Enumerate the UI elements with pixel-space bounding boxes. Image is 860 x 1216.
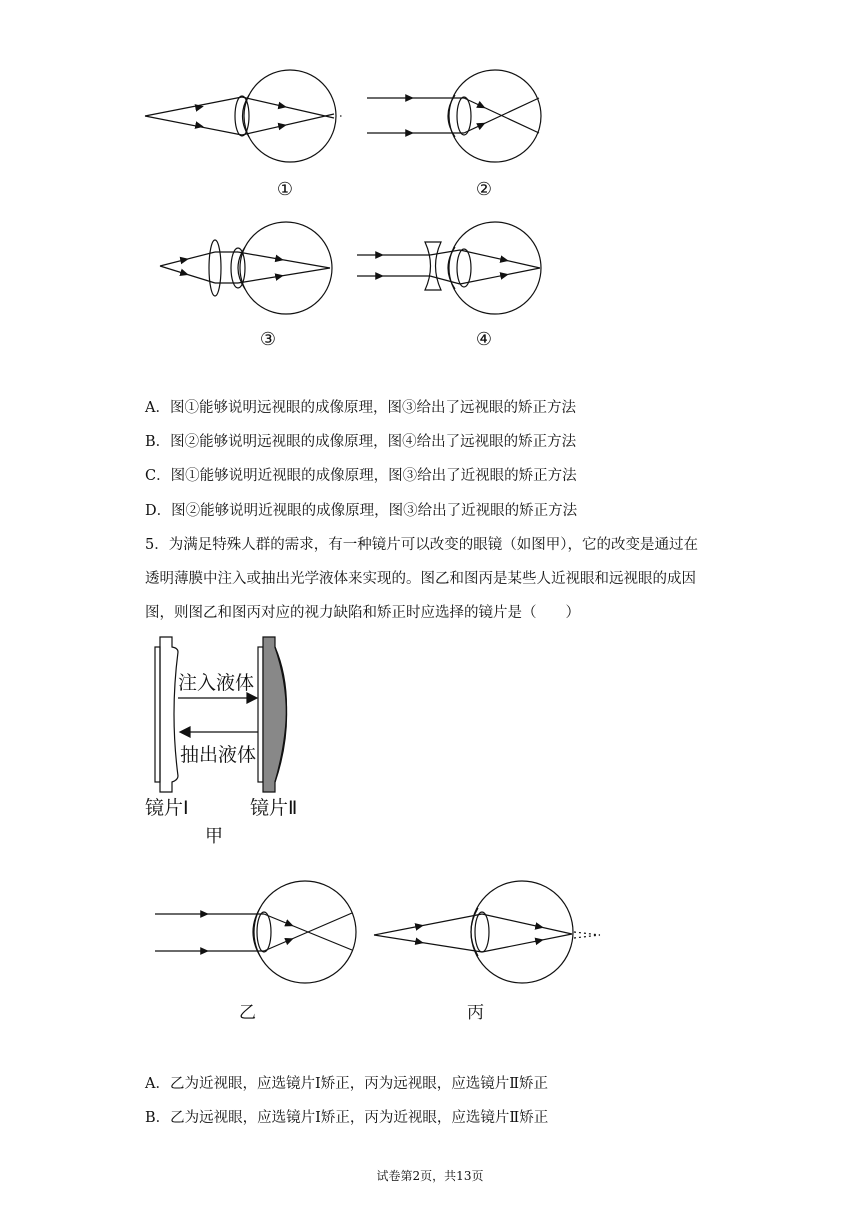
q4-option-a: A．图①能够说明远视眼的成像原理，图③给出了远视眼的矫正方法 bbox=[145, 400, 576, 416]
figure-jia-caption: 甲 bbox=[205, 826, 223, 847]
eye-diagram-bing bbox=[374, 881, 600, 983]
inject-liquid-label: 注入液体 bbox=[178, 672, 255, 694]
q4-option-b: B．图②能够说明远视眼的成像原理，图④给出了远视眼的矫正方法 bbox=[145, 434, 577, 450]
figure-label-2: ② bbox=[475, 179, 493, 200]
q5-stem-line-2: 透明薄膜中注入或抽出光学液体来实现的。图乙和图丙是某些人近视眼和远视眼的成因 bbox=[145, 571, 696, 587]
lens-1-label: 镜片Ⅰ bbox=[145, 797, 189, 819]
figure-label-4: ④ bbox=[475, 329, 493, 350]
q4-option-c: C．图①能够说明近视眼的成像原理，图③给出了近视眼的矫正方法 bbox=[145, 468, 577, 484]
extract-liquid-label: 抽出液体 bbox=[180, 744, 257, 766]
q4-option-d: D．图②能够说明近视眼的成像原理，图③给出了近视眼的矫正方法 bbox=[145, 503, 578, 519]
figure-yi-caption: 乙 bbox=[239, 1003, 256, 1023]
adjustable-lens-figure bbox=[155, 637, 287, 792]
figure-label-3: ③ bbox=[259, 329, 277, 350]
figure-label-1: ① bbox=[276, 179, 294, 200]
q5-stem-line-3: 图，则图乙和图丙对应的视力缺陷和矫正时应选择的镜片是（ ） bbox=[145, 605, 580, 621]
eye-diagram-1 bbox=[145, 70, 343, 162]
q5-option-b: B．乙为远视眼，应选镜片Ⅰ矫正，丙为近视眼，应选镜片Ⅱ矫正 bbox=[145, 1110, 549, 1126]
eye-diagram-3 bbox=[160, 222, 332, 314]
eye-diagram-2 bbox=[367, 70, 541, 162]
eye-diagram-4 bbox=[357, 222, 541, 314]
figure-bing-caption: 丙 bbox=[467, 1003, 484, 1023]
q5-option-a: A．乙为近视眼，应选镜片Ⅰ矫正，丙为远视眼，应选镜片Ⅱ矫正 bbox=[145, 1076, 549, 1092]
eye-diagram-yi bbox=[155, 881, 356, 983]
q5-stem-line-1: 5．为满足特殊人群的需求，有一种镜片可以改变的眼镜（如图甲），它的改变是通过在 bbox=[145, 537, 698, 553]
page-footer: 试卷第2页，共13页 bbox=[376, 1169, 484, 1183]
lens-2-label: 镜片Ⅱ bbox=[250, 797, 298, 819]
